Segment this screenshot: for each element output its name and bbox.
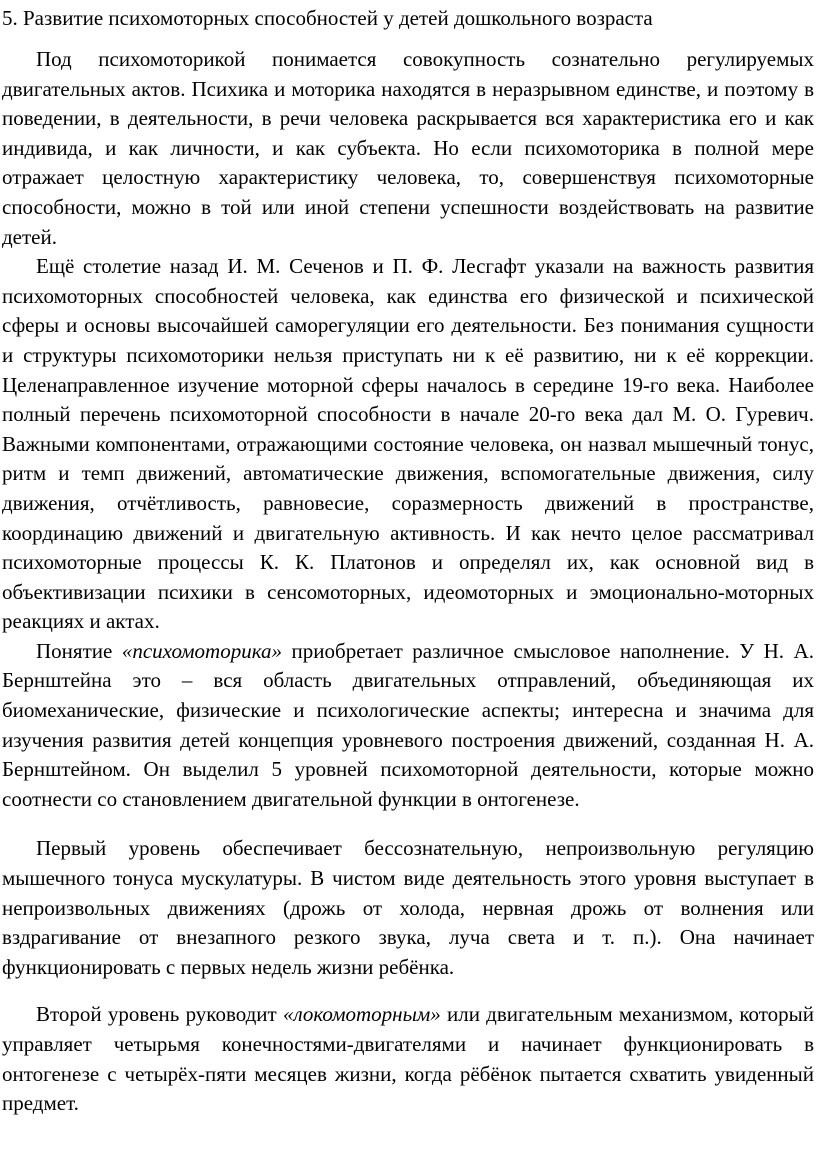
paragraph-bernstein-before: Понятие	[36, 638, 122, 663]
paragraph-bernstein-concept	[2, 637, 814, 815]
paragraph-spacer	[2, 982, 814, 1000]
paragraph-history: Ещё столетие назад И. М. Сеченов и П. Ф. Лесгафт указали на важность развития психомоторных способностей человека, как единства его физической и психической сферы и основы высочайшей саморегуляции его деятельности. Без понимания сущности и структуры психомоторики нельзя приступать ни к её развитию, ни к её коррекции. Целенаправленное изучение моторной сферы началось в середине 19-го века. Наиболее полный перечень психомоторной способности в начале 20-го века дал М. О. Гуревич. Важными компонентами, отражающими состояние человека, он назвал мышечный тонус, ритм и темп движений, автоматические движения, вспомогательные движения, силу движения, отчётливость, равновесие, соразмерность движений в пространстве, координацию движений и двигательную активность. И как нечто целое рассматривал психомоторные процессы К. К. Платонов и определял их, как основной вид в объективизации психики в сенсомоторных, идеомоторных и эмоционально-моторных реакциях и актах.	[2, 254, 814, 634]
paragraph-psychomotor-definition: Под психомоторикой понимается совокупность сознательно регулируемых двигательных актов. Психика и моторика находятся в неразрывном единстве, и поэтому в поведении, в деятельности, в речи человека раскрывается вся характеристика его и как индивида, и как личности, и как субъекта. Но если психомоторика в полной мере отражает целостную характеристику человека, то, совершенствуя психомоторные способности, можно в той или иной степени успешности воздействовать на развитие детей.	[2, 47, 814, 249]
section-heading: 5. Развитие психомоторных способностей у детей дошкольного возраста	[2, 6, 653, 30]
paragraph-spacer	[2, 814, 814, 834]
paragraph-second-before: Второй уровень руководит	[36, 1002, 283, 1027]
paragraph-bernstein-after: приобретает различное смысловое наполнение. У Н. А. Бернштейна это – вся область двигательных отправлений, объединяющая их биомеханические, физические и психологические аспекты; интересна и значима для изучения развития детей концепция уровневого построения движений, созданная Н. А. Бернштейном. Он выделил 5 уровней психомоторной деятельности, которые можно соотнести со становлением двигательной функции в онтогенезе.	[2, 638, 814, 811]
paragraph-first-level: Первый уровень обеспечивает бессознательную, непроизвольную регуляцию мышечного тонуса мускулатуры. В чистом виде деятельность этого уровня выступает в непроизвольных движениях (дрожь от холода, нервная дрожь от волнения или вздрагивание от внезапного резкого звука, луча света и т. п.). Она начинает функционировать с первых недель жизни ребёнка.	[2, 836, 814, 979]
paragraph-second-level	[2, 1000, 814, 1118]
paragraph-second-after: или двигательным механизмом, который управляет четырьмя конечностями-двигателями и начинает функционировать в онтогенезе с четырёх-пяти месяцев жизни, когда рёбёнок пытается схватить увиденный предмет.	[2, 1002, 815, 1116]
term-locomotor: «локомоторным»	[282, 1002, 441, 1027]
term-psychomotorics: «психомоторика»	[121, 638, 283, 663]
